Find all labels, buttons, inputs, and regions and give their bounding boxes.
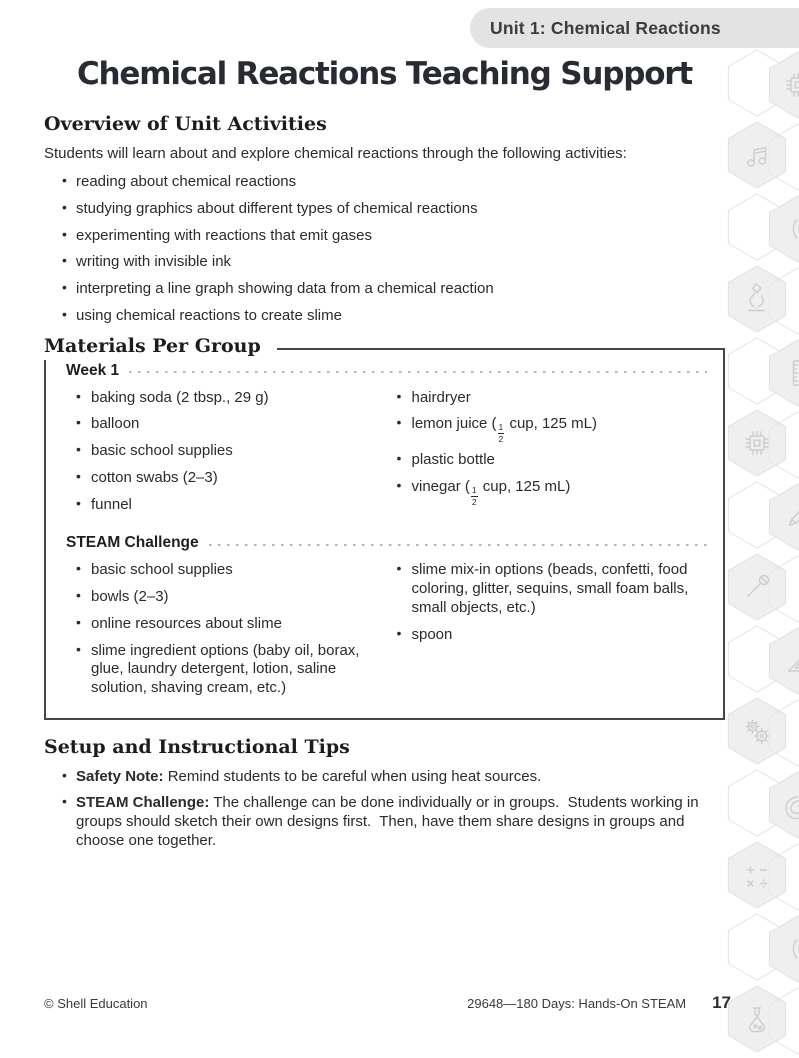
ruler-hexagon xyxy=(769,340,799,406)
materials-box xyxy=(44,334,725,720)
setup-heading: Setup and Instructional Tips xyxy=(44,735,350,758)
overview-heading: Overview of Unit Activities xyxy=(44,112,327,135)
list-item: • writing with invisible ink xyxy=(44,253,725,272)
page-content xyxy=(44,0,725,859)
list-item: • using chemical reactions to create slime xyxy=(44,307,725,326)
list-item: • experimenting with reactions that emit gases xyxy=(44,227,725,246)
list-item: • balloon xyxy=(66,415,387,434)
footer-right xyxy=(467,993,731,1013)
unit-tab xyxy=(470,8,799,48)
list-item: • basic school supplies xyxy=(66,442,387,461)
materials-group-steam xyxy=(66,534,707,706)
list-item: • bowls (2–3) xyxy=(66,588,387,607)
page-footer xyxy=(44,993,731,1013)
setup-section xyxy=(44,736,725,851)
wifi-hexagon xyxy=(769,916,799,982)
group-label-row xyxy=(66,362,707,380)
list-item: • spoon xyxy=(387,626,708,645)
copyright-text: © Shell Education xyxy=(44,996,148,1011)
list-item: • plastic bottle xyxy=(387,451,708,470)
overview-intro: Students will learn about and explore chemical reactions through the following activities: xyxy=(44,145,627,163)
pencil-hexagon xyxy=(769,484,799,550)
materials-steam-col1 xyxy=(66,561,387,706)
materials-steam-col2 xyxy=(387,561,708,706)
unit-tab-label: Unit 1: Chemical Reactions xyxy=(490,17,721,38)
dotted-leader xyxy=(209,544,707,547)
materials-group-week1 xyxy=(66,362,707,523)
list-item: • vinegar ( $\frac{1}{2}$ cup, 125 mL) xyxy=(387,478,708,506)
wifi-hexagon xyxy=(769,196,799,262)
list-item: • STEAM Challenge: The challenge can be done individually or in groups. Students working in groups should sketch their own designs first. Then, have them share designs in groups and choose one together. xyxy=(44,794,725,850)
list-item: • online resources about slime xyxy=(66,615,387,634)
materials-heading: Materials Per Group xyxy=(44,335,277,361)
dotted-leader xyxy=(129,371,707,374)
spiral-hexagon xyxy=(769,772,799,838)
list-item: • funnel xyxy=(66,496,387,515)
list-item: • studying graphics about different types of chemical reactions xyxy=(44,200,725,219)
list-item: • Safety Note: Remind students to be careful when using heat sources. xyxy=(44,768,725,787)
list-item: • slime ingredient options (baby oil, borax, glue, laundry detergent, lotion, saline solution, shaving cream, etc.) xyxy=(66,642,387,698)
list-item: • baking soda (2 tbsp., 29 g) xyxy=(66,389,387,408)
materials-week1-col2 xyxy=(387,389,708,523)
overview-list xyxy=(44,173,725,326)
group-label-row xyxy=(66,534,707,552)
page-number: 17 xyxy=(712,993,731,1012)
list-item: • basic school supplies xyxy=(66,561,387,580)
group-label: STEAM Challenge xyxy=(66,534,199,552)
list-item: • interpreting a line graph showing data from a chemical reaction xyxy=(44,280,725,299)
list-item: • hairdryer xyxy=(387,389,708,408)
chip-hexagon xyxy=(769,52,799,118)
book-title: 29648—180 Days: Hands-On STEAM xyxy=(467,996,687,1011)
list-item: • reading about chemical reactions xyxy=(44,173,725,192)
overview-section xyxy=(44,113,725,326)
set-square-hexagon xyxy=(769,628,799,694)
list-item: • slime mix-in options (beads, confetti, food coloring, glitter, sequins, small foam balls, small objects, etc.) xyxy=(387,561,708,617)
group-label: Week 1 xyxy=(66,361,120,379)
page-title: Chemical Reactions Teaching Support xyxy=(76,56,692,92)
setup-tips-list xyxy=(44,768,725,851)
materials-week1-col1 xyxy=(66,389,387,523)
list-item: • lemon juice ( $\frac{1}{2}$ cup, 125 mL) xyxy=(387,415,708,443)
list-item: • cotton swabs (2–3) xyxy=(66,469,387,488)
